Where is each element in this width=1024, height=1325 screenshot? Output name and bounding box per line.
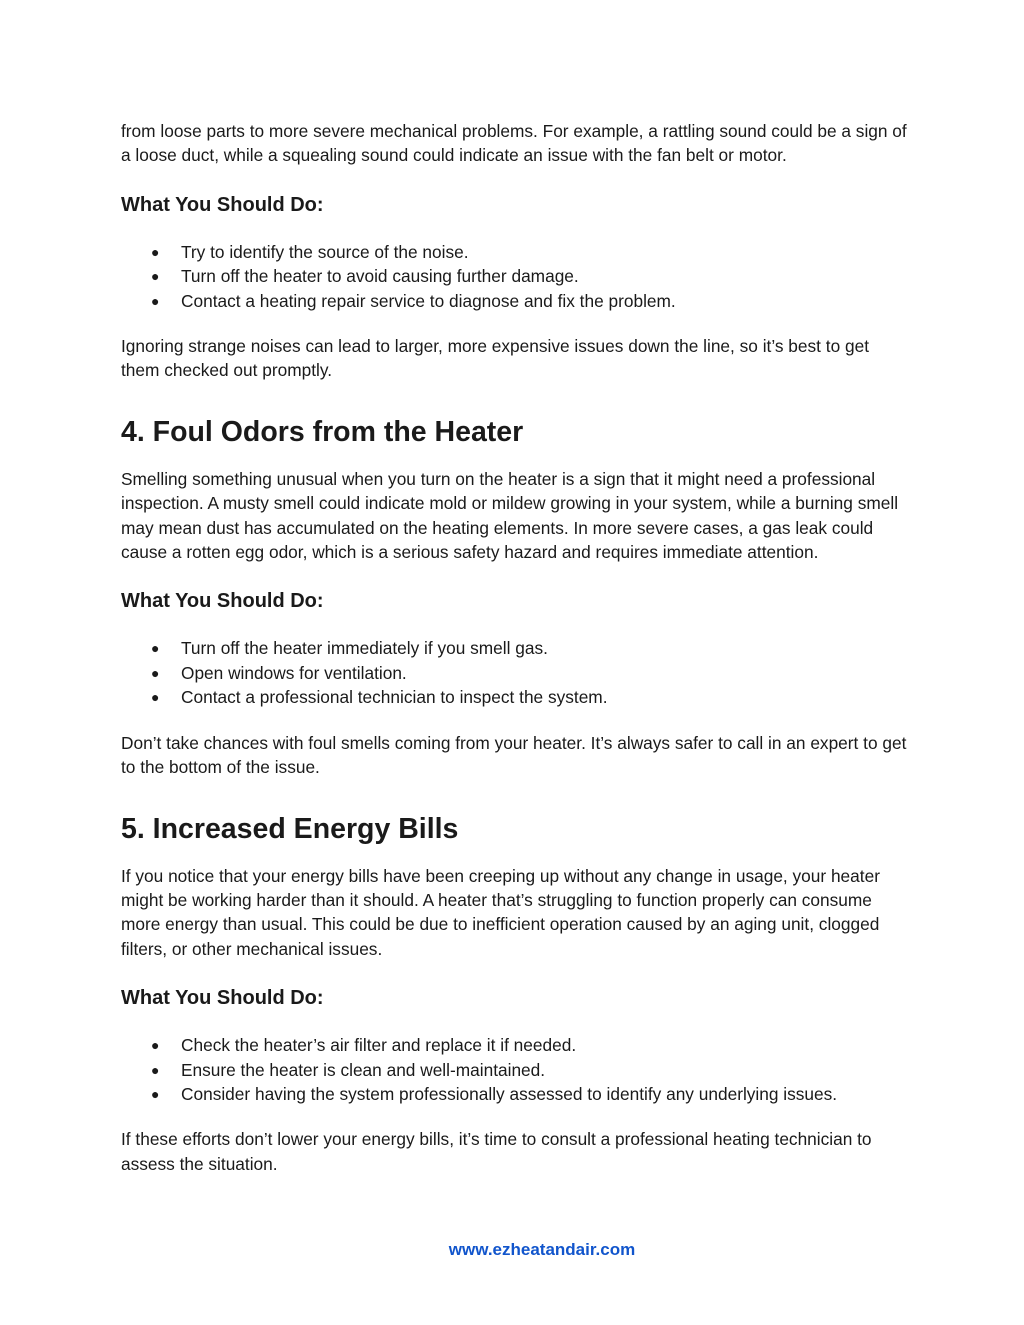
bullet-icon: ● bbox=[151, 1037, 160, 1054]
list-item: ● Open windows for ventilation. bbox=[121, 661, 911, 685]
list-item: ● Ensure the heater is clean and well-maintained. bbox=[121, 1058, 911, 1082]
bullet-icon: ● bbox=[151, 664, 160, 681]
intro-bullet-list bbox=[121, 240, 911, 313]
list-item: ● Contact a heating repair service to diagnose and fix the problem. bbox=[121, 289, 911, 313]
section-5-heading: 5. Increased Energy Bills bbox=[121, 812, 459, 845]
list-item: ● Check the heater’s air filter and replace it if needed. bbox=[121, 1033, 911, 1057]
intro-subheading: What You Should Do: bbox=[121, 193, 324, 216]
list-item: ● Contact a professional technician to inspect the system. bbox=[121, 685, 911, 709]
section-4-paragraph: Smelling something unusual when you turn on the heater is a sign that it might need a professional inspection. A musty smell could indicate mold or mildew growing in your system, while a burning smell may mean dust has accumulated on the heating elements. In more severe cases, a gas leak could cause a rotten egg odor, which is a serious safety hazard and requires immediate attention. bbox=[121, 468, 899, 563]
section-5-subheading: What You Should Do: bbox=[121, 987, 324, 1010]
bullet-icon: ● bbox=[151, 243, 160, 260]
list-item: ● Turn off the heater immediately if you smell gas. bbox=[121, 636, 911, 660]
bullet-icon: ● bbox=[151, 1085, 160, 1102]
document-page bbox=[121, 119, 911, 1176]
section-5-bullet-list bbox=[121, 1033, 911, 1106]
bullet-icon: ● bbox=[151, 1061, 160, 1078]
section-4-subheading: What You Should Do: bbox=[121, 590, 324, 613]
section-4-closing-paragraph: Don’t take chances with foul smells coming from your heater. It’s always safer to call in an expert to get to the bottom of the issue. bbox=[121, 732, 907, 778]
bullet-icon: ● bbox=[151, 268, 160, 285]
bullet-icon: ● bbox=[151, 292, 160, 309]
list-item: ● Turn off the heater to avoid causing further damage. bbox=[121, 264, 911, 288]
section-4-heading: 4. Foul Odors from the Heater bbox=[121, 415, 524, 448]
section-4-bullet-list bbox=[121, 636, 911, 709]
intro-paragraph: from loose parts to more severe mechanical problems. For example, a rattling sound could be a sign of a loose duct, while a squealing sound could indicate an issue with the fan belt or motor. bbox=[121, 121, 907, 166]
bullet-icon: ● bbox=[151, 640, 160, 657]
list-item: ● Try to identify the source of the noise. bbox=[121, 240, 911, 264]
footer-website-link[interactable]: www.ezheatandair.com bbox=[448, 1240, 636, 1259]
section-5-paragraph: If you notice that your energy bills have been creeping up without any change in usage, your heater might be working harder than it should. A heater that’s struggling to function properly can consume more energy than usual. This could be due to inefficient operation caused by an aging unit, clogged filters, or other mechanical issues. bbox=[121, 865, 880, 959]
list-item: ● Consider having the system professionally assessed to identify any underlying issues. bbox=[121, 1082, 911, 1106]
bullet-icon: ● bbox=[151, 689, 160, 706]
intro-closing-paragraph: Ignoring strange noises can lead to larger, more expensive issues down the line, so it’s best to get them checked out promptly. bbox=[121, 336, 870, 381]
section-5-closing-paragraph: If these efforts don’t lower your energy bills, it’s time to consult a professional heating technician to assess the situation. bbox=[121, 1129, 872, 1174]
